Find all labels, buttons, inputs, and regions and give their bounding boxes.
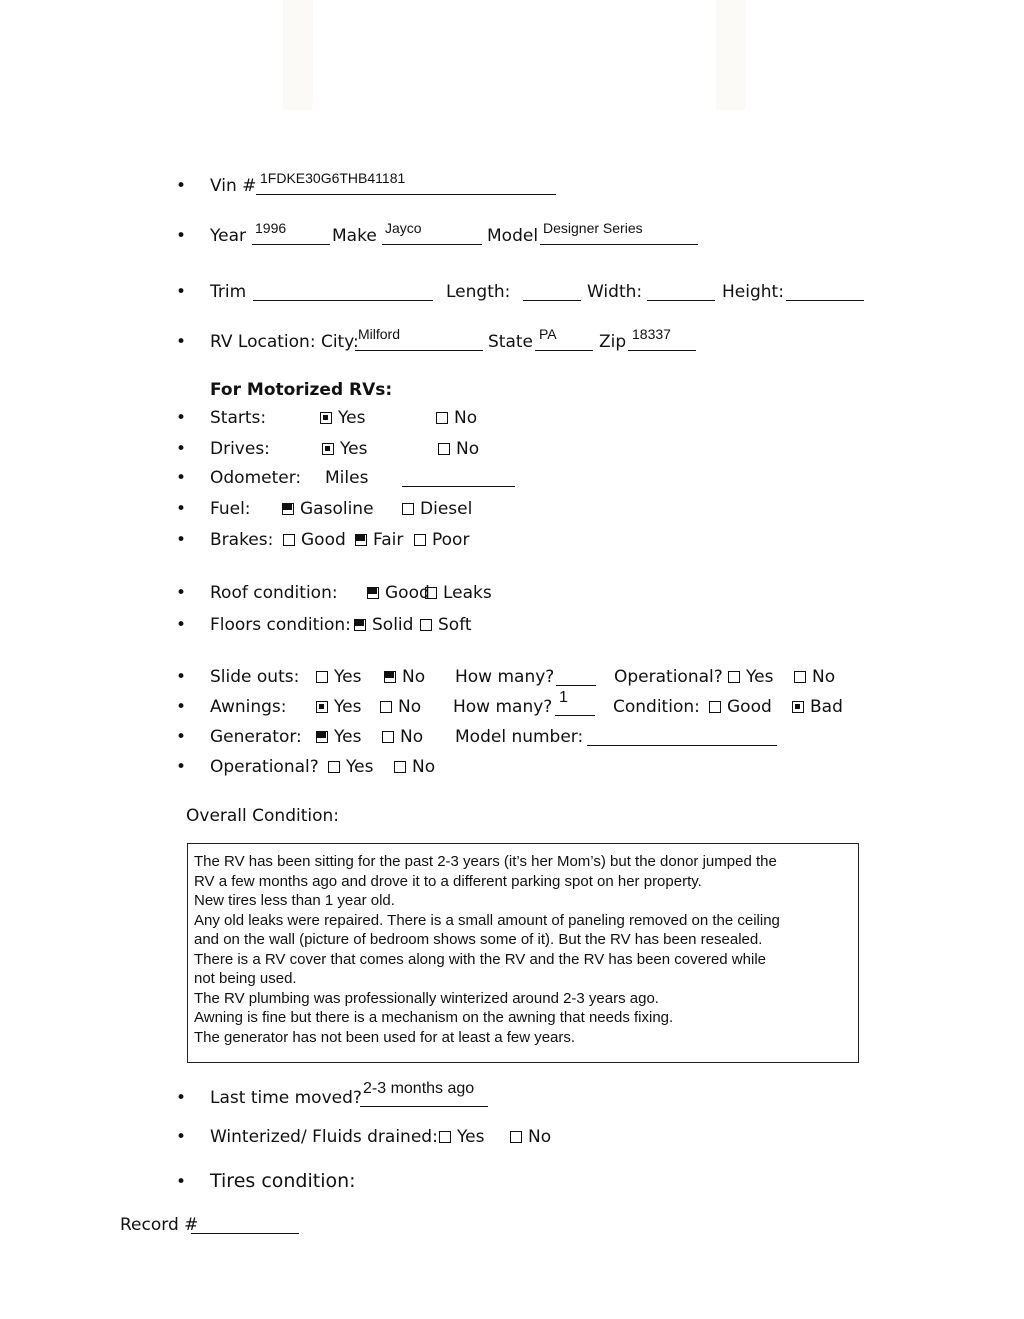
city-label: RV Location: City: <box>210 332 359 352</box>
bullet <box>176 615 196 635</box>
winterized-yes-label: Yes <box>457 1127 485 1147</box>
floors-soft-option[interactable] <box>420 615 472 635</box>
bullet <box>176 583 196 603</box>
winterized-yes-option[interactable] <box>439 1127 484 1147</box>
drives-label: Drives: <box>210 439 270 459</box>
awnings-how-many-value: 1 <box>559 689 568 706</box>
overall-line: RV a few months ago and drove it to a different parking spot on her property. <box>194 872 702 890</box>
checkbox[interactable] <box>510 1131 522 1143</box>
city-value: Milford <box>358 326 401 342</box>
generator-no-option[interactable] <box>382 727 423 747</box>
operational-no-label: No <box>412 757 436 777</box>
slideouts-no-option[interactable] <box>384 667 425 687</box>
checkbox[interactable] <box>316 671 328 683</box>
checkbox[interactable] <box>402 503 414 515</box>
checkbox[interactable] <box>709 701 721 713</box>
starts-yes-label: Yes <box>338 408 366 428</box>
bullet <box>176 408 196 428</box>
overall-line: The RV plumbing was professionally winterized around 2-3 years ago. <box>194 989 659 1007</box>
model-label: Model <box>487 226 539 246</box>
tires-label: Tires condition: <box>210 1170 356 1192</box>
slideouts-op-no-label: No <box>812 667 836 687</box>
checkbox[interactable] <box>382 731 394 743</box>
awnings-good-option[interactable] <box>709 697 772 717</box>
floors-soft-label: Soft <box>438 615 472 635</box>
bullet <box>176 332 196 352</box>
checkbox-checked[interactable] <box>320 412 332 424</box>
brakes-fair-label: Fair <box>373 530 404 550</box>
checkbox[interactable] <box>328 761 340 773</box>
checkbox-checked[interactable] <box>355 534 367 546</box>
awnings-yes-label: Yes <box>334 697 362 717</box>
brakes-good-option[interactable] <box>283 530 346 550</box>
checkbox-checked[interactable] <box>367 587 379 599</box>
checkbox[interactable] <box>728 671 740 683</box>
generator-model-field[interactable] <box>587 727 777 746</box>
floors-label: Floors condition: <box>210 615 351 635</box>
checkbox-checked[interactable] <box>316 701 328 713</box>
zip-value: 18337 <box>632 326 671 342</box>
overall-line: not being used. <box>194 970 297 987</box>
overall-line: and on the wall (picture of bedroom shows some of it). But the RV has been resealed. <box>194 931 763 948</box>
bullet <box>176 468 196 488</box>
year-value: 1996 <box>255 220 287 236</box>
record-label: Record # <box>120 1215 199 1235</box>
vin-label: Vin # <box>210 176 257 196</box>
odometer-label: Odometer: <box>210 468 302 488</box>
checkbox-checked[interactable] <box>322 443 334 455</box>
length-field[interactable] <box>523 282 581 301</box>
bullet <box>176 499 196 519</box>
awnings-good-label: Good <box>727 697 772 717</box>
fuel-gasoline-option[interactable] <box>282 499 374 519</box>
miles-field[interactable] <box>402 468 515 487</box>
generator-model-label: Model number: <box>455 727 584 747</box>
overall-line: There is a RV cover that comes along with the RV and the RV has been covered while <box>194 950 766 968</box>
checkbox-checked[interactable] <box>282 503 294 515</box>
bullet <box>176 282 196 302</box>
bullet <box>176 439 196 459</box>
winterized-no-option[interactable] <box>510 1127 551 1147</box>
model-value: Designer Series <box>543 220 643 236</box>
checkbox-checked[interactable] <box>792 701 804 713</box>
bullet <box>176 1088 196 1108</box>
bullet <box>176 226 196 246</box>
awnings-no-option[interactable] <box>380 697 421 717</box>
width-label: Width: <box>587 282 643 302</box>
slideouts-no-label: No <box>402 667 426 687</box>
operational-yes-option[interactable] <box>328 757 373 777</box>
operational-yes-label: Yes <box>346 757 374 777</box>
last-moved-value: 2-3 months ago <box>363 1080 475 1097</box>
slideouts-operational-label: Operational? <box>614 667 723 687</box>
vin-value: 1FDKE30G6THB41181 <box>260 170 406 186</box>
bullet <box>176 176 196 196</box>
height-label: Height: <box>722 282 784 302</box>
slideouts-op-yes-label: Yes <box>746 667 774 687</box>
bullet <box>176 1170 196 1192</box>
overall-line: Any old leaks were repaired. There is a small amount of paneling removed on the ceiling <box>194 911 780 929</box>
checkbox[interactable] <box>283 534 295 546</box>
generator-yes-label: Yes <box>334 727 362 747</box>
fuel-gasoline-label: Gasoline <box>300 499 374 519</box>
trim-field[interactable] <box>253 282 433 301</box>
fuel-label: Fuel: <box>210 499 251 519</box>
bullet <box>176 1127 196 1147</box>
slideouts-op-no-option[interactable] <box>794 667 835 687</box>
checkbox[interactable] <box>436 412 448 424</box>
scan-artifact-left <box>283 0 313 110</box>
drives-yes-option[interactable] <box>322 439 367 459</box>
brakes-label: Brakes: <box>210 530 274 550</box>
awnings-no-label: No <box>398 697 422 717</box>
slideouts-how-many-label: How many? <box>455 667 555 687</box>
roof-leaks-option[interactable] <box>425 583 492 603</box>
awnings-bad-option[interactable] <box>792 697 843 717</box>
drives-no-label: No <box>456 439 480 459</box>
drives-yes-label: Yes <box>340 439 368 459</box>
floors-solid-option[interactable] <box>354 615 413 635</box>
starts-no-label: No <box>454 408 478 428</box>
make-value: Jayco <box>385 220 422 236</box>
operational-no-option[interactable] <box>394 757 435 777</box>
checkbox[interactable] <box>439 1131 451 1143</box>
overall-condition-box[interactable] <box>187 843 859 1063</box>
awnings-how-many-label: How many? <box>453 697 553 717</box>
bullet <box>176 727 196 747</box>
drives-no-option[interactable] <box>438 439 479 459</box>
overall-label-row <box>186 806 339 826</box>
brakes-poor-label: Poor <box>432 530 470 550</box>
starts-yes-option[interactable] <box>320 408 365 428</box>
bullet <box>176 757 196 777</box>
bullet <box>176 667 196 687</box>
slideouts-label: Slide outs: <box>210 667 300 687</box>
overall-line: The RV has been sitting for the past 2-3 years (it’s her Mom’s) but the donor jumped the <box>194 853 777 870</box>
checkbox[interactable] <box>394 761 406 773</box>
roof-good-option[interactable] <box>367 583 430 603</box>
checkbox[interactable] <box>794 671 806 683</box>
record-field[interactable] <box>191 1215 299 1234</box>
checkbox[interactable] <box>380 701 392 713</box>
brakes-fair-option[interactable] <box>355 530 403 550</box>
starts-label: Starts: <box>210 408 267 428</box>
checkbox-checked[interactable] <box>354 619 366 631</box>
overall-line: New tires less than 1 year old. <box>194 892 395 909</box>
checkbox[interactable] <box>438 443 450 455</box>
checkbox[interactable] <box>414 534 426 546</box>
fuel-diesel-label: Diesel <box>420 499 473 519</box>
trim-label: Trim <box>210 282 247 302</box>
awnings-label: Awnings: <box>210 697 287 717</box>
checkbox[interactable] <box>425 587 437 599</box>
scan-artifact-right <box>716 0 746 110</box>
generator-no-label: No <box>400 727 424 747</box>
checkbox-checked[interactable] <box>316 731 328 743</box>
roof-leaks-label: Leaks <box>443 583 492 603</box>
last-moved-label: Last time moved? <box>210 1088 362 1108</box>
brakes-poor-option[interactable] <box>414 530 469 550</box>
bullet <box>176 530 196 550</box>
winterized-label: Winterized/ Fluids drained: <box>210 1127 438 1147</box>
state-label: State <box>488 332 533 352</box>
slideouts-yes-label: Yes <box>334 667 362 687</box>
starts-no-option[interactable] <box>436 408 477 428</box>
overall-line: The generator has not been used for at least a few years. <box>194 1028 576 1046</box>
awnings-condition-label: Condition: <box>613 697 700 717</box>
generator-yes-option[interactable] <box>316 727 361 747</box>
state-value: PA <box>539 326 557 342</box>
overall-label: Overall Condition: <box>186 806 340 826</box>
make-label: Make <box>332 226 377 246</box>
checkbox-checked[interactable] <box>384 671 396 683</box>
slideouts-op-yes-option[interactable] <box>728 667 773 687</box>
checkbox[interactable] <box>420 619 432 631</box>
overall-line: Awning is fine but there is a mechanism on the awning that needs fixing. <box>194 1009 674 1026</box>
awnings-bad-label: Bad <box>810 697 843 717</box>
bullet <box>176 697 196 717</box>
generator-label: Generator: <box>210 727 302 747</box>
fuel-diesel-option[interactable] <box>402 499 472 519</box>
slideouts-yes-option[interactable] <box>316 667 361 687</box>
winterized-no-label: No <box>528 1127 552 1147</box>
operational-label: Operational? <box>210 757 319 777</box>
motorized-heading: For Motorized RVs: <box>210 380 393 400</box>
year-label: Year <box>210 226 246 246</box>
zip-label: Zip <box>599 332 627 352</box>
roof-good-label: Good <box>385 583 430 603</box>
width-field[interactable] <box>647 282 715 301</box>
awnings-yes-option[interactable] <box>316 697 361 717</box>
floors-solid-label: Solid <box>372 615 414 635</box>
roof-label: Roof condition: <box>210 583 338 603</box>
brakes-good-label: Good <box>301 530 346 550</box>
length-label: Length: <box>446 282 511 302</box>
miles-label: Miles <box>325 468 369 488</box>
height-field[interactable] <box>786 282 864 301</box>
slideouts-how-many-field[interactable] <box>556 667 596 686</box>
